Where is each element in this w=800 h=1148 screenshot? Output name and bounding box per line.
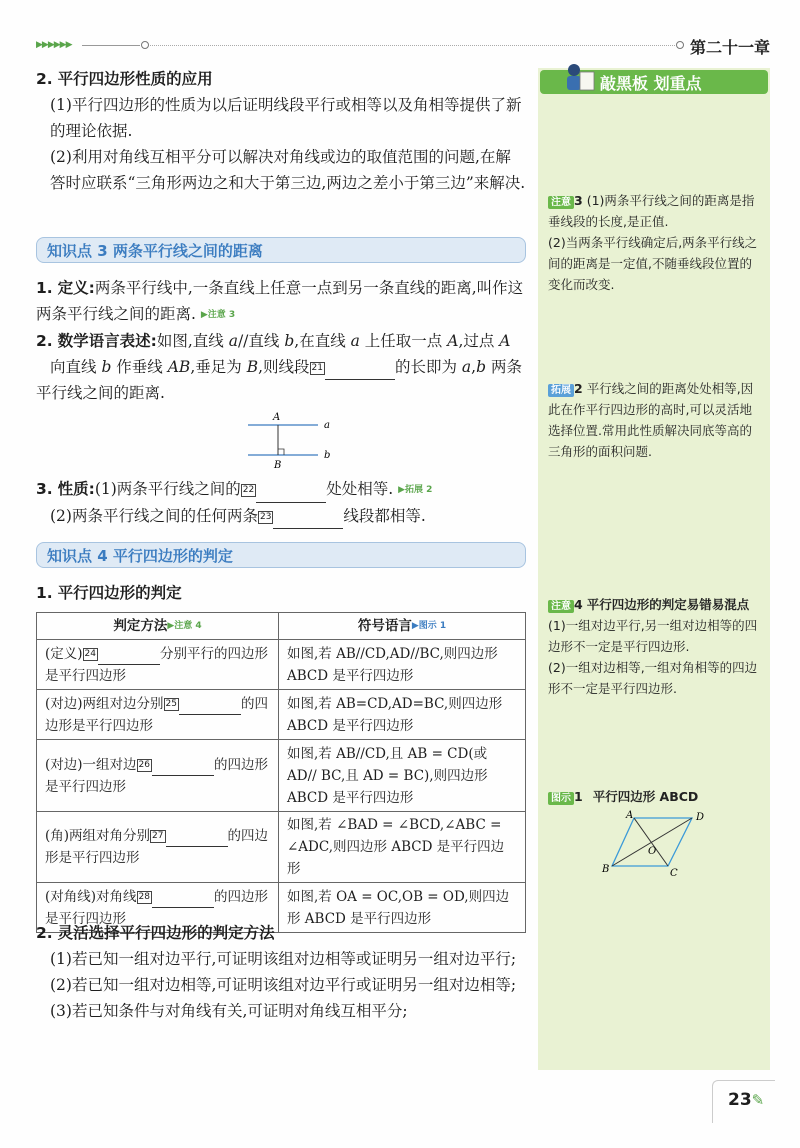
item-label: 定义: (57, 279, 95, 297)
fill-blank-27[interactable] (166, 828, 228, 847)
text: 作垂线 (111, 358, 168, 376)
item-number: 2. (36, 924, 53, 942)
knowledge-point-3-bar (36, 237, 526, 263)
item-number: 1. (36, 584, 53, 602)
blank-number: 22 (242, 485, 255, 495)
table-row (37, 690, 526, 740)
var: A (447, 332, 459, 350)
text: 直线 (248, 332, 285, 350)
label-B: B (602, 864, 610, 875)
note-4 (548, 594, 762, 699)
note-text: (1)两条平行线之间的距离是指垂线段的长度,是正值. (548, 193, 755, 229)
extension-2-link[interactable]: ▶拓展 2 (398, 485, 433, 495)
header-circle (141, 41, 149, 49)
table-row (37, 812, 526, 883)
header-rule (82, 45, 140, 46)
fill-blank-23[interactable] (273, 510, 343, 529)
fill-blank-22[interactable] (256, 484, 326, 503)
extension-text: 平行线之间的距离处处相等,因此在作平行四边形的高时,可以灵活地选择位置.常用此性质解决同底等高的三角形的面积问题. (548, 381, 754, 459)
note-number: 4 (574, 597, 583, 612)
label-O: O (648, 846, 657, 857)
label-D: D (696, 812, 705, 823)
chapter-title: 第二十一章 (690, 38, 771, 57)
table-row (37, 740, 526, 812)
method-cell: (角)两组对角分别 27 的四边形是平行四边形 (37, 812, 279, 883)
figure-tag: 图示 (548, 792, 574, 805)
text: ,过点 (458, 332, 500, 350)
text: ,则线段 (258, 358, 310, 376)
k3-property (36, 476, 526, 529)
k4-flexible-selection (36, 920, 526, 1024)
header-arrows: ▶▶▶▶▶▶ (36, 40, 72, 50)
paragraph: (1)若已知一组对边平行,可证明该组对边相等或证明另一组对边平行; (50, 950, 517, 968)
table-header-row (37, 613, 526, 640)
teacher-icon (562, 62, 596, 94)
pencil-icon: ✎ (751, 1091, 765, 1109)
text: 向直线 (50, 358, 102, 376)
note-number: 3 (574, 193, 583, 208)
table-row (37, 640, 526, 690)
figure-number: 1 (574, 789, 583, 804)
header-dotted-rule (150, 45, 675, 46)
text: 如图,直线 (156, 332, 229, 350)
extension-2 (548, 378, 762, 462)
section-property-application (36, 66, 526, 196)
blank-number: 21 (311, 363, 323, 373)
var: b (284, 332, 295, 350)
label-B: B (274, 460, 282, 471)
knowledge-point-4-bar (36, 542, 526, 568)
var: B (246, 358, 259, 376)
fill-blank-28[interactable] (152, 889, 214, 908)
text: ,垂足为 (190, 358, 247, 376)
var: a (461, 358, 472, 376)
column-header: 判定方法▶注意 4 (37, 613, 279, 640)
sidebar-title-bar (540, 70, 768, 94)
item-label: 数学语言表述: (57, 332, 157, 350)
column-header: 符号语言▶图示 1 (279, 613, 526, 640)
note-3 (548, 190, 762, 295)
symbol-cell: 如图,若 OA = OC,OB = OD,则四边形 ABCD 是平行四边形 (279, 883, 526, 933)
label-a: a (324, 420, 330, 431)
extension-tag: 拓展 (548, 384, 574, 397)
note-3-link[interactable]: ▶注意 3 (200, 310, 236, 320)
note-text: (2)一组对边相等,一组对角相等的四边形不一定是平行四边形. (548, 660, 758, 696)
figure-1 (548, 786, 762, 807)
text: 的长即为 (394, 358, 462, 376)
note-4-link[interactable]: ▶注意 4 (167, 621, 202, 631)
extension-number: 2 (574, 381, 583, 396)
paragraph: (2)利用对角线互相平分可以解决对角线或边的取值范围的问题,在解答时应联系“三角形两边之和大于第三边,两边之差小于第三边”来解决. (50, 148, 526, 192)
blank-number: 24 (84, 648, 96, 659)
fill-blank-25[interactable] (179, 696, 241, 715)
method-cell: (对边)两组对边分别 25 的四边形是平行四边形 (37, 690, 279, 740)
figure-title: 平行四边形 ABCD (592, 789, 699, 804)
text: (1)两条平行线之间的 (94, 480, 241, 498)
fill-blank-26[interactable] (152, 757, 214, 776)
note-text: (1)一组对边平行,另一组对边相等的四边形不一定是平行四边形. (548, 618, 758, 654)
text: ,在直线 (294, 332, 351, 350)
blank-number: 25 (165, 698, 177, 709)
definition-text: 两条平行线中,一条直线上任意一点到另一条直线的距离,叫作这两条平行线之间的距离. (36, 279, 524, 323)
blank-number: 23 (259, 512, 272, 522)
header-circle (676, 41, 684, 49)
method-cell: (对角线)对角线 28 的四边形是平行四边形 (37, 883, 279, 933)
text: 上任取一点 (359, 332, 448, 350)
symbol-cell: 如图,若 AB=CD,AD=BC,则四边形 ABCD 是平行四边形 (279, 690, 526, 740)
paragraph: (1)平行四边形的性质为以后证明线段平行或相等以及角相等提供了新的理论依据. (50, 96, 522, 140)
method-cell: (对边)一组对边 26 的四边形是平行四边形 (37, 740, 279, 812)
label-b: b (324, 450, 331, 461)
symbol-cell: 如图,若 AB//CD,且 AB = CD(或 AD// BC,且 AD = BC),则四边形 ABCD 是平行四边形 (279, 740, 526, 812)
fill-blank-24[interactable] (98, 646, 160, 665)
method-cell: (定义) 24 分别平行的四边形是平行四边形 (37, 640, 279, 690)
item-label: 性质: (57, 480, 95, 498)
item-label: 灵活选择平行四边形的判定方法 (57, 924, 275, 942)
right-angle-mark (278, 449, 284, 455)
section-heading: 平行四边形性质的应用 (57, 70, 213, 88)
var: b (101, 358, 112, 376)
text: (2)两条平行线之间的任何两条 (50, 507, 258, 525)
label-A: A (626, 810, 634, 821)
blank-number: 26 (138, 759, 150, 770)
var: a (228, 332, 238, 350)
parallelogram-figure (598, 808, 718, 880)
page-number: 23✎ (728, 1090, 765, 1110)
label-A: A (273, 412, 281, 423)
note-text: (2)当两条平行线确定后,两条平行线之间的距离是一定值,不随垂线段位置的变化而改变. (548, 235, 758, 292)
note-title: 平行四边形的判定易错易混点 (586, 597, 750, 612)
k4-heading-1 (36, 580, 526, 606)
symbol-cell: 如图,若 ∠BAD = ∠BCD,∠ABC = ∠ADC,则四边形 ABCD 是平行四边形 (279, 812, 526, 883)
symbol-cell: 如图,若 AB//CD,AD//BC,则四边形 ABCD 是平行四边形 (279, 640, 526, 690)
k3-math-expression (36, 328, 526, 406)
item-number: 3. (36, 480, 53, 498)
fill-blank-21[interactable] (325, 361, 395, 380)
item-number: 1. (36, 279, 53, 297)
blank-number: 27 (152, 831, 164, 841)
sidebar-title: 敲黑板 划重点 (600, 74, 702, 93)
knowledge-point-title: 知识点 3 两条平行线之间的距离 (47, 242, 263, 260)
note-tag: 注意 (548, 196, 574, 209)
var: b (476, 358, 487, 376)
var: A (499, 332, 511, 350)
paragraph: (3)若已知条件与对角线有关,可证明对角线互相平分; (50, 1002, 408, 1020)
text: 处处相等. (326, 480, 394, 498)
k3-definition (36, 275, 526, 328)
heading-number: 2. (36, 70, 53, 88)
label-C: C (670, 868, 678, 879)
criteria-table (36, 612, 526, 933)
figure-1-link[interactable]: ▶图示 1 (411, 621, 447, 631)
text: // (237, 332, 249, 350)
paragraph: (2)若已知一组对边相等,可证明该组对边平行或证明另一组对边相等; (50, 976, 517, 994)
item-number: 2. (36, 332, 53, 350)
text: , (471, 358, 477, 376)
var: a (350, 332, 360, 350)
text: 两条平行线之间的距离. (36, 358, 522, 402)
item-label: 平行四边形的判定 (57, 584, 182, 602)
knowledge-point-title: 知识点 4 平行四边形的判定 (47, 547, 233, 565)
note-tag: 注意 (548, 600, 574, 613)
text: 线段都相等. (343, 507, 426, 525)
parallel-lines-figure (240, 408, 340, 472)
var: AB (167, 358, 191, 376)
diagonal-AC (634, 818, 668, 866)
blank-number: 28 (138, 891, 150, 902)
